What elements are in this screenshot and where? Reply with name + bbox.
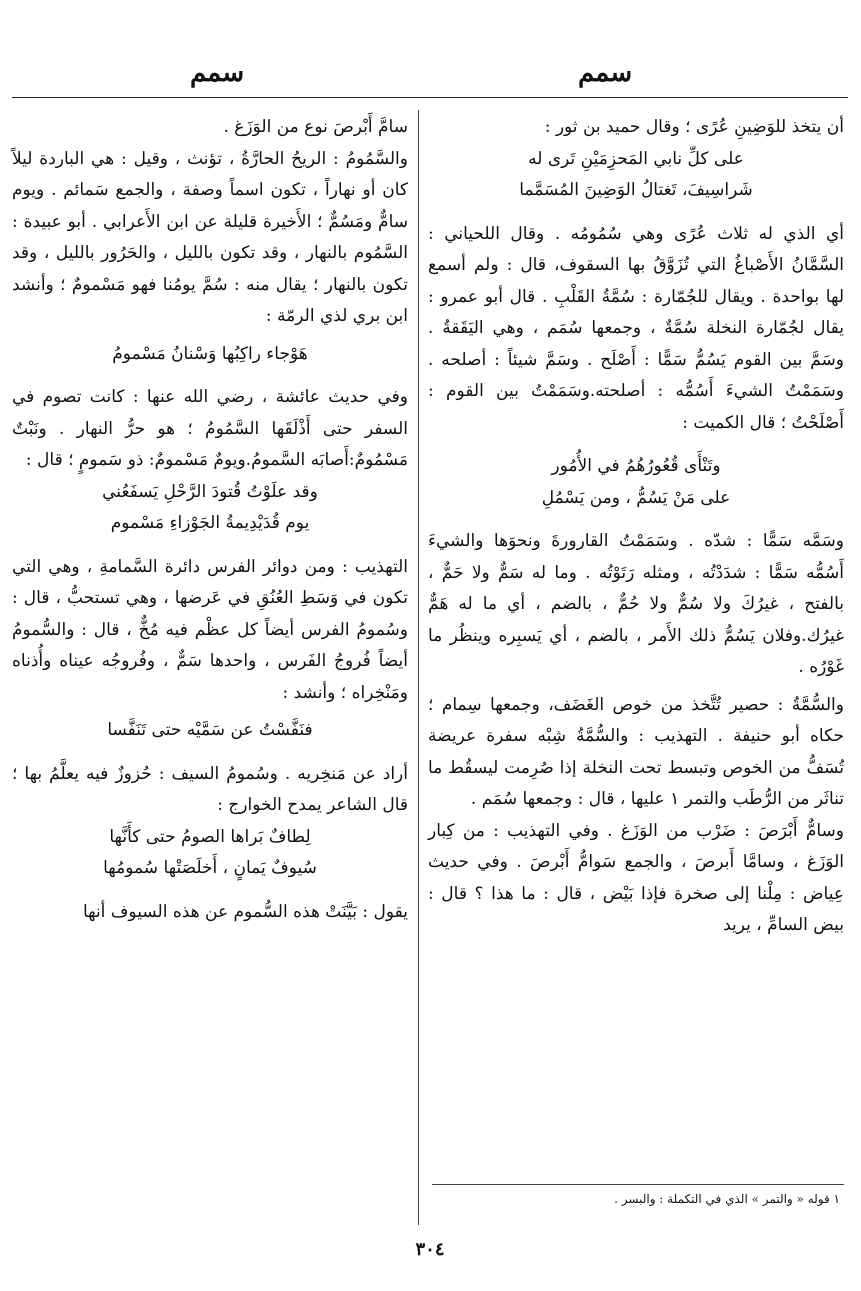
running-header-left: سمم — [190, 58, 245, 88]
paragraph: وسامٌّ أَبْرَصَ : ضَرْب من الوَزَغ . وفي التهذيب : من كِبار الوَزَغ ، وسامَّا أَبرصَ ، والجمع سَوامُّ أَبْرصَ . وفي حديث عِياض : مِلْنا إلى صخرة فإذا بَيْض ، قال : ما هذا ؟ قال : بيض السامِّ ، يريد — [428, 820, 844, 935]
paragraph: التهذيب : ومن دوائر الفرس دائرة السَّمامةِ ، وهي التي تكون في وَسَطِ العُنُقِ في عَرضها ، وهي تستحبُّ ، قال : وسُمومُ الفرس أيضاً كل عظْم فيه مُخٌّ ، قال : والسُّمومُ أيضاً فُروجُ الفَرس ، واحدها سَمٌّ ، وفُروجُه عيناه وأُذناه ومَنْخِراه ؛ وأنشد : — [12, 556, 408, 703]
paragraph: وسَمَّه سَمًّا : شدّه . وسَمَمْتُ القارورةَ ونحوَها والشيءَ أَسُمُّه سَمًّا : شدَدْتُه ، ومثله رَتَوْتُه . وما له سَمٌّ ولا حَمٌّ ، بالفتح ، غيرُكَ ولا سُمٌّ ولا حُمٌّ ، بالضم ، أي ما له هَمٌّ غيرُك.وفلان يَسُمُّ ذلك الأَمر ، بالضم ، أي يَسبِره وينظُر ما غَوْرُه . — [428, 531, 844, 677]
verse-line: وتَنْأَى قُعُورُهُمُ في الأُمُور — [551, 456, 721, 476]
paragraph: وفي حديث عائشة ، رضي الله عنها : كانت تصوم في السفر حتى أَذْلَقَها السَّمُومُ ؛ هو حرُّ النهار . ونَبْتٌ مَسْمُومٌ:أَصابَه السَّمومُ.ويومٌ مَسْمومٌ: ذو سَمومٍ ؛ قال : — [12, 387, 408, 470]
running-header-right: سمم — [578, 58, 633, 88]
paragraph: أراد عن مَنخِريه . وسُمومُ السيف : حُزوزٌ فيه يعلَّمُ بها ؛ قال الشاعر يمدح الخوارج : — [12, 763, 408, 815]
verse-line: وقد علَوْتُ قُتودَ الرَّحْلِ يَسفَعُني — [102, 481, 318, 502]
paragraph: أي الذي له ثلاث عُرًى وهي سُمُومُه . وقال اللحياني : السَّمَّانُ الأَصْباغُ التي تُزَوَّقُ بها السقوف، قال : ولم أسمع لها بواحدة . ويقال للجُمّارة : سُمَّةُ القَلْبِ . قال أبو عمرو : يقال لجُمّارة النخلة سُمَّةٌ ، وجمعها سُمَم ، وهي اليَقَقةُ . وسَمَّ بين القوم يَسُمُّ سَمًّا : أَصْلَح . وسَمَّ شيئاً : أصلحه . وسَمَمْتُ الشيءَ أَسُمُّه : أصلحته.وسَمَمْتُ بين القوم : أَصْلَحْتُ ؛ قال الكميت : — [428, 223, 844, 433]
right-column — [428, 112, 844, 942]
verse-line: هَوْجاء راكِبُها وَسْنانُ مَسْمومُ — [112, 343, 308, 364]
paragraph: يقول : بَيَّنَتْ هذه السُّموم عن هذه السيوف أنها — [82, 901, 408, 922]
verse-line: فنَفَّسْتُ عن سَمَّيْه حتى تَنَفَّسا — [107, 720, 313, 740]
verse-line: على كلِّ نابي المَحزِمَيْنِ تَرى له — [528, 148, 744, 169]
verse-line: لِطافٌ بَراها الصومُ حتى كأَنَّها — [109, 826, 311, 847]
footnote: ١ قوله « والتمر » الذي في التكملة : والبسر . — [614, 1192, 840, 1206]
verse-line: سُيوفٌ يَمانٍ ، أَخلَصَتْها سُمومُها — [103, 858, 317, 878]
footnote-rule — [432, 1184, 844, 1185]
paragraph: والسَّمُومُ : الريحُ الحارَّةُ ، تؤنث ، وقيل : هي الباردة ليلاً كان أو نهاراً ، تكون اسماً وصفة ، والجمع سَمائم . ويوم سامٌّ ومَسُمٌّ ؛ الأَخيرة قليلة عن ابن الأَعرابي . أبو عبيدة : السَّمُوم بالنهار ، وقد تكون بالليل ، والحَرُور بالليل ، وقد تكون بالنهار ؛ يقال منه : سُمَّ يومُنا فهو مَسْمومٌ ؛ وأنشد ابن بري لذي الرمّة : — [12, 148, 408, 326]
verse-line: يوم قُدَيْدِيمةُ الجَوْزاءِ مَسْموم — [110, 513, 310, 533]
paragraph: والسُّمَّةُ : حصير تُتَّخذ من خوص الغَضَف، وجمعها سِمام ؛ حكاه أبو حنيفة . التهذيب : والسُّمَّةُ شِبْه سفرة عريضة تُسَفُّ من الخوص وتبسط تحت النخلة إذا صُرِمت ليسقُط ما تناثَر من الرُّطَب والتمر ١ عليها ، قال : وجمعها سُمَم . — [428, 694, 844, 809]
column-divider — [418, 110, 419, 1225]
page-number: ٣٠٤ — [415, 1239, 445, 1260]
paragraph: سامَّ أَبْرصَ نوع من الوَزَغ . — [223, 117, 408, 137]
header-rule — [12, 97, 848, 98]
verse-line: شَراسِيفَ، تَغتالُ الوَضِينَ المُسَمَّما — [519, 180, 753, 200]
left-column — [12, 112, 408, 928]
verse-line: على مَنْ يَسُمُّ ، ومن يَسْمُلِ — [541, 487, 731, 508]
paragraph: أن يتخذ للوَضِينِ عُرًى ؛ وقال حميد بن ثور : — [544, 117, 844, 137]
